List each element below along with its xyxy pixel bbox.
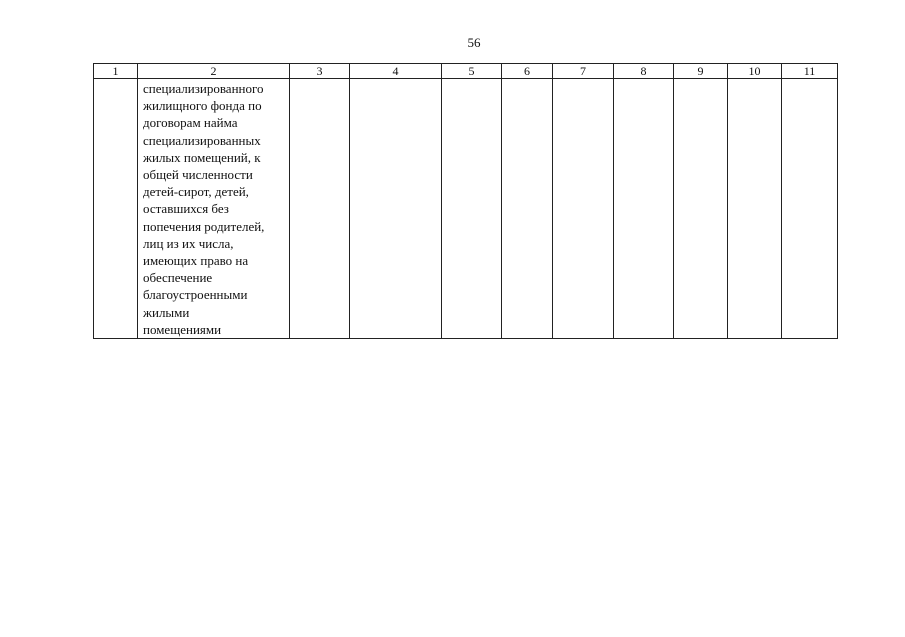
data-table: [93, 63, 838, 339]
table-cell-col-5: [442, 79, 502, 339]
indicator-description: специализированного жилищного фонда по договорам найма специализированных жилых помещений, к общей численности детей-сирот, детей, оставшихся без попечения родителей, лиц из их числа, имеющих право на обеспечение благоустроенными жилыми помещениями: [143, 81, 265, 337]
table-cell-col-1: [94, 79, 138, 339]
table-cell-col-7: [553, 79, 614, 339]
table-cell-col-3: [290, 79, 350, 339]
table-cell-col-8: [614, 79, 674, 339]
table-cell-col-9: [674, 79, 728, 339]
table-cell-col-2: [138, 79, 290, 339]
column-header-6: 6: [502, 64, 553, 79]
column-header-11: 11: [782, 64, 838, 79]
column-header-1: 1: [94, 64, 138, 79]
column-header-2: 2: [138, 64, 290, 79]
table-cell-col-6: [502, 79, 553, 339]
header-row: [94, 64, 838, 79]
column-header-10: 10: [728, 64, 782, 79]
column-header-8: 8: [614, 64, 674, 79]
column-header-4: 4: [350, 64, 442, 79]
column-header-9: 9: [674, 64, 728, 79]
table-row: [94, 79, 838, 339]
page-number: 56: [467, 35, 481, 50]
column-header-3: 3: [290, 64, 350, 79]
table-cell-col-4: [350, 79, 442, 339]
table-cell-col-11: [782, 79, 838, 339]
column-header-7: 7: [553, 64, 614, 79]
column-header-5: 5: [442, 64, 502, 79]
table-cell-col-10: [728, 79, 782, 339]
